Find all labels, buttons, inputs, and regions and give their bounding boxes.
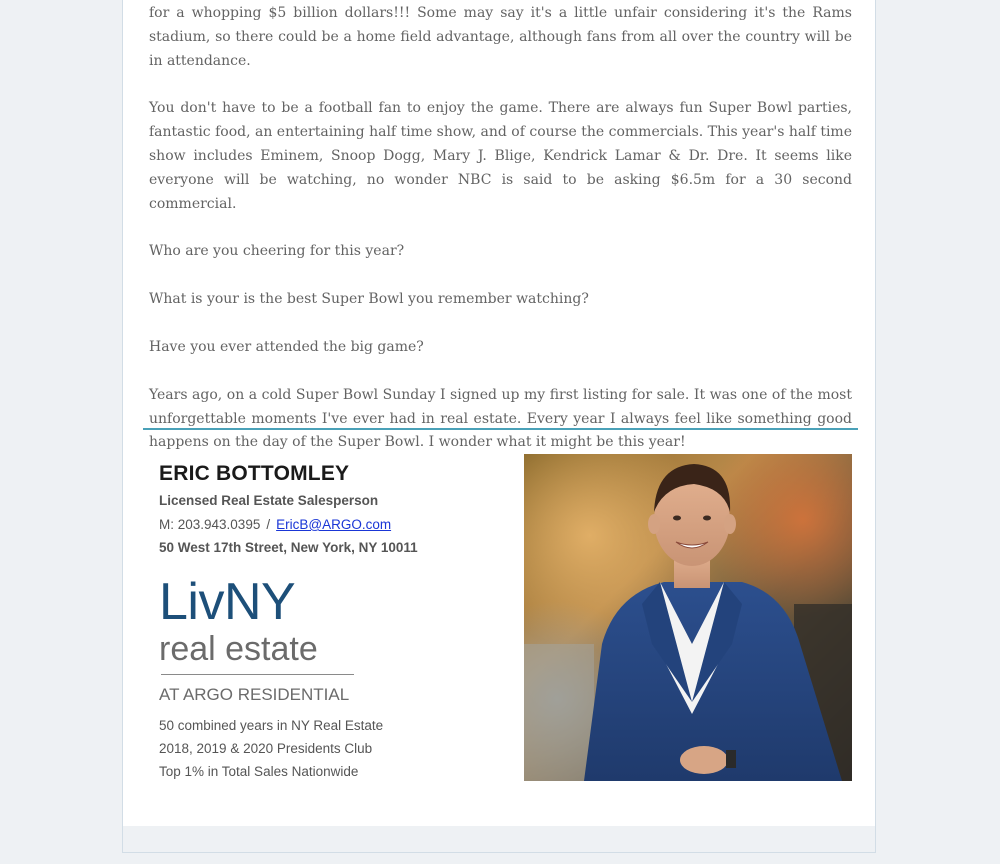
email-signature (151, 454, 441, 790)
agent-stat: 2018, 2019 & 2020 Presidents Club (159, 741, 373, 756)
article-paragraph: Years ago, on a cold Super Bowl Sunday I signed up my first listing for sale. It was one of the most unforgettable moments I've ever had in real estate. Every year I always feel like something good happens on the day of the Super Bowl. I wonder what it might be this year! (149, 386, 852, 451)
brand-logo-rule (161, 674, 354, 675)
article-paragraph: What is your is the best Super Bowl you remember watching? (149, 291, 589, 308)
agent-stat: Top 1% in Total Sales Nationwide (159, 764, 359, 779)
agent-headshot-photo (524, 454, 852, 781)
section-divider (143, 428, 858, 430)
brand-logo-livny: LivNY (159, 573, 296, 631)
article-paragraph: for a whopping $5 billion dollars!!! Some may say it's a little unfair considering it's the Rams stadium, so there could be a home field advantage, although fans from all over the country will be in attendance. (149, 5, 852, 69)
article-body (149, 2, 852, 479)
agent-title: Licensed Real Estate Salesperson (159, 493, 379, 508)
agent-contact-line (159, 517, 391, 532)
article-paragraph: Who are you cheering for this year? (149, 243, 405, 260)
agent-phone: M: 203.943.0395 (159, 517, 261, 532)
brand-logo-argo: AT ARGO RESIDENTIAL (159, 685, 350, 704)
agent-email-link[interactable]: EricB@ARGO.com (276, 517, 392, 532)
email-content-card (122, 0, 876, 853)
article-paragraph: You don't have to be a football fan to enjoy the game. There are always fun Super Bowl parties, fantastic food, an entertaining half time show, and of course the commercials. This year's half time show includes Eminem, Snoop Dogg, Mary J. Blige, Kendrick Lamar & Dr. Dre. It seems like everyone will be watching, no wonder NBC is said to be asking $6.5m for a 30 second commercial. (149, 100, 852, 212)
agent-stat: 50 combined years in NY Real Estate (159, 718, 384, 733)
agent-address: 50 West 17th Street, New York, NY 10011 (159, 540, 418, 555)
headshot-illustration (524, 454, 852, 781)
agent-name: ERIC BOTTOMLEY (159, 462, 350, 485)
brand-logo-real-estate: real estate (159, 630, 318, 668)
contact-separator: / (266, 517, 271, 532)
article-paragraph: Have you ever attended the big game? (149, 338, 424, 355)
card-footer (123, 826, 875, 852)
